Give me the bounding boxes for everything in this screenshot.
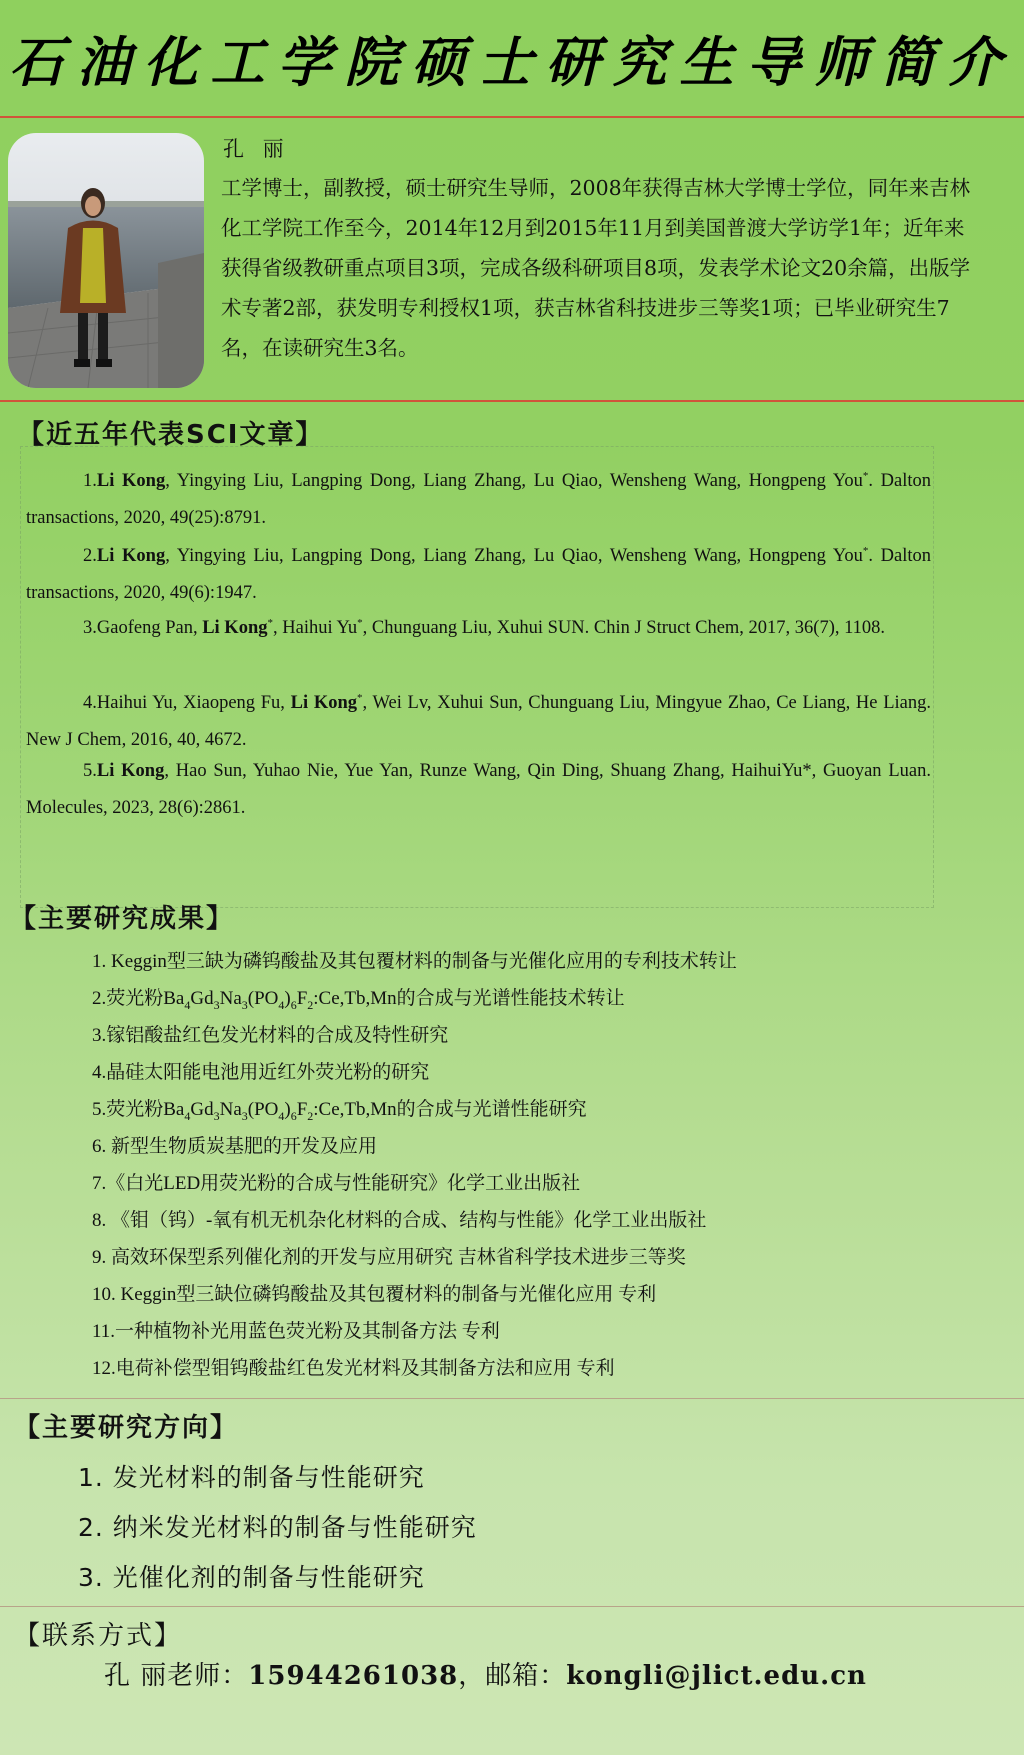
achievement-item: 12.电荷补偿型钼钨酸盐红色发光材料及其制备方法和应用 专利	[92, 1358, 615, 1379]
paper-item: 5.Li Kong, Hao Sun, Yuhao Nie, Yue Yan, Runze Wang, Qin Ding, Shuang Zhang, HaihuiYu*, Guoyan Luan. Molecules, 2023, 28(6):2861.	[26, 761, 931, 818]
profile-photo-image	[8, 133, 204, 388]
paper-item: 1.Li Kong, Yingying Liu, Langping Dong, Liang Zhang, Lu Qiao, Wensheng Wang, Hongpeng You*. Dalton transactions, 2020, 49(25):8791.	[26, 470, 932, 529]
direction-item: 1. 发光材料的制备与性能研究	[78, 1463, 425, 1492]
divider	[0, 1398, 1024, 1399]
advisor-name: 孔 丽	[223, 137, 290, 161]
achievement-item: 7.《白光LED用荧光粉的合成与性能研究》化学工业出版社	[92, 1173, 581, 1194]
paper-item: 4.Haihui Yu, Xiaopeng Fu, Li Kong*, Wei Lv, Xuhui Sun, Chunguang Liu, Mingyue Zhao, Ce Liang, He Liang. New J Chem, 2016, 40, 4672.	[26, 692, 931, 751]
achievement-item: 5.荧光粉$Ba_4Gd_3Na_3(PO_4)_6F_2:Ce,Tb,Mn$的合成与光谱性能研究	[92, 1099, 587, 1123]
achievement-item: 3.镓铝酸盐红色发光材料的合成及特性研究	[92, 1025, 449, 1046]
achievement-item: 4.晶硅太阳能电池用近红外荧光粉的研究	[92, 1062, 430, 1083]
section-heading-contact: 【联系方式】	[14, 1621, 183, 1651]
contact-name: 孔 丽老师：	[104, 1661, 249, 1691]
divider	[0, 116, 1024, 118]
page-title: 石油化工学院硕士研究生导师简介	[9, 29, 1015, 94]
achievement-item: 9. 高效环保型系列催化剂的开发与应用研究 吉林省科学技术进步三等奖	[92, 1247, 686, 1268]
achievement-item: 10. Keggin型三缺位磷钨酸盐及其包覆材料的制备与光催化应用 专利	[92, 1284, 657, 1305]
contact-line	[104, 1655, 867, 1692]
contact-phone: 15944261038	[248, 1661, 459, 1691]
achievement-item: 1. Keggin型三缺为磷钨酸盐及其包覆材料的制备与光催化应用的专利技术转让	[92, 951, 737, 972]
direction-item: 3. 光催化剂的制备与性能研究	[78, 1563, 425, 1592]
section-heading-papers: 【近五年代表SCI文章】	[18, 420, 324, 450]
achievement-item: 6. 新型生物质炭基肥的开发及应用	[92, 1136, 378, 1157]
paper-item: 3.Gaofeng Pan, Li Kong*, Haihui Yu*, Chunguang Liu, Xuhui SUN. Chin J Struct Chem, 2017, 36(7), 1108.	[83, 617, 886, 639]
achievement-item: 11.一种植物补光用蓝色荧光粉及其制备方法 专利	[92, 1321, 500, 1342]
achievement-item: 8. 《钼（钨）-氧有机无机杂化材料的合成、结构与性能》化学工业出版社	[92, 1210, 707, 1231]
divider	[0, 1606, 1024, 1607]
contact-email[interactable]: kongli@jlict.edu.cn	[566, 1661, 867, 1691]
divider	[0, 400, 1024, 402]
advisor-bio: 工学博士，副教授，硕士研究生导师，2008年获得吉林大学博士学位，同年来吉林化工学院工作至今，2014年12月到2015年11月到美国普渡大学访学1年；近年来获得省级教研重点项目3项，完成各级科研项目8项，发表学术论文20余篇，出版学术专著2部，获发明专利授权1项，获吉林省科技进步三等奖1项；已毕业研究生7名，在读研究生3名。	[221, 176, 971, 360]
paper-item: 2.Li Kong, Yingying Liu, Langping Dong, Liang Zhang, Lu Qiao, Wensheng Wang, Hongpeng You*. Dalton transactions, 2020, 49(6):1947.	[26, 545, 932, 604]
contact-separator: ，邮箱：	[458, 1661, 567, 1691]
page-title-banner	[0, 0, 1024, 116]
direction-item: 2. 纳米发光材料的制备与性能研究	[78, 1513, 477, 1542]
achievement-item: 2.荧光粉$Ba_4Gd_3Na_3(PO_4)_6F_2:Ce,Tb,Mn$的合成与光谱性能技术转让	[92, 988, 625, 1012]
profile-photo	[8, 133, 204, 388]
section-heading-directions: 【主要研究方向】	[14, 1413, 239, 1443]
section-heading-achievements: 【主要研究成果】	[10, 904, 235, 934]
